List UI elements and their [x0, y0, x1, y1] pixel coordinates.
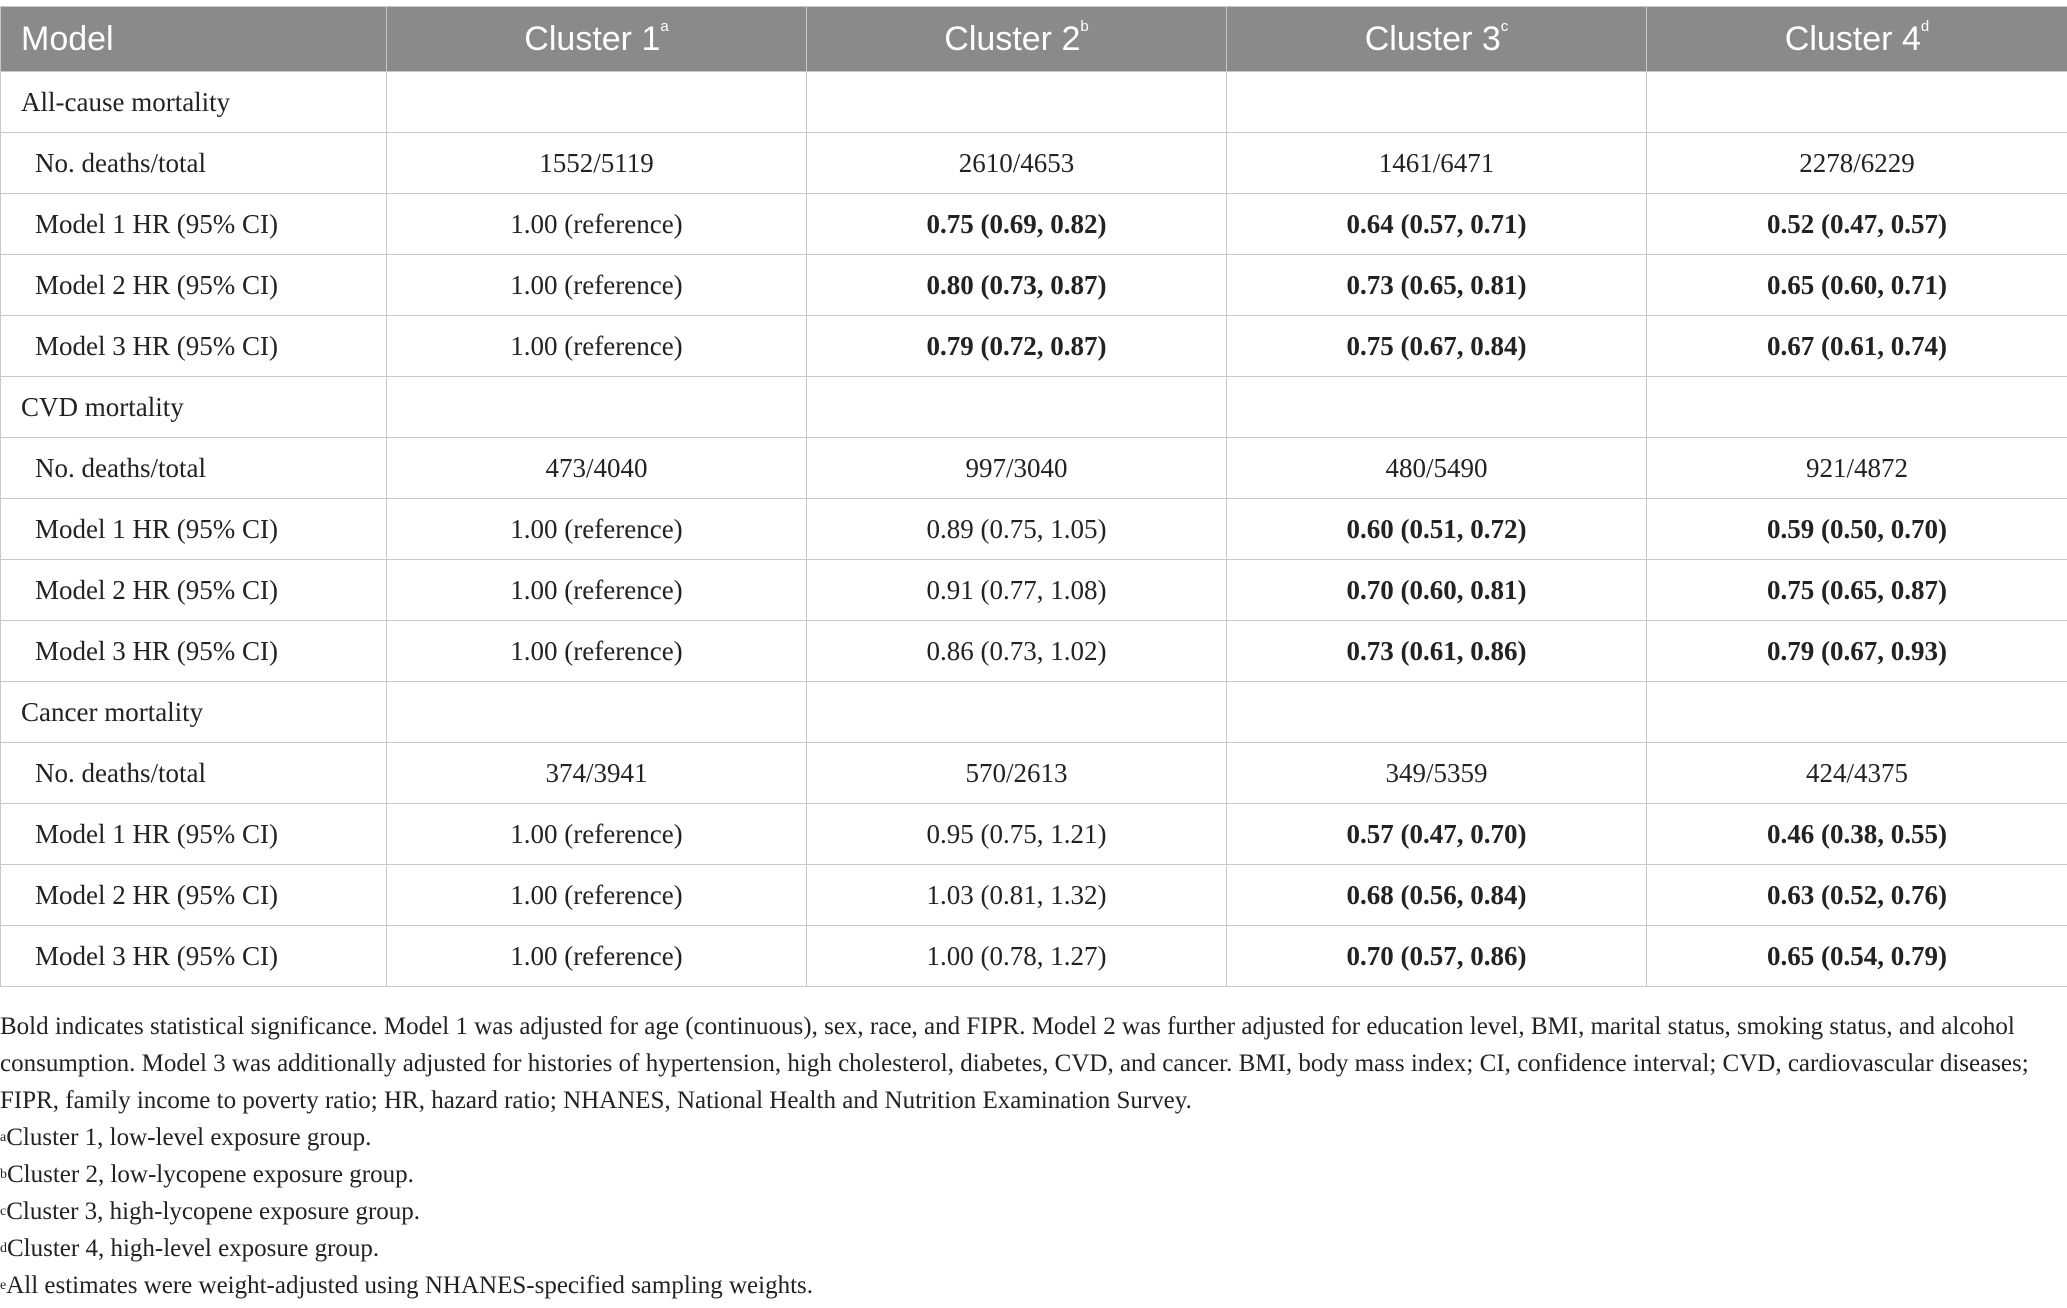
table-row [1, 621, 2067, 682]
row-label: Model 2 HR (95% CI) [1, 255, 387, 316]
cell: 1.00 (reference) [387, 621, 807, 682]
cell: 1.00 (reference) [387, 560, 807, 621]
row-label: Model 1 HR (95% CI) [1, 804, 387, 865]
cell-significant: 0.68 (0.56, 0.84) [1227, 865, 1647, 926]
table-row [1, 316, 2067, 377]
table-header-row [1, 7, 2067, 72]
cell-significant: 0.59 (0.50, 0.70) [1647, 499, 2067, 560]
cell: 1.00 (0.78, 1.27) [807, 926, 1227, 987]
cell-significant: 0.60 (0.51, 0.72) [1227, 499, 1647, 560]
footnote-c: $^c$Cluster 3, high-lycopene exposure group. [0, 1198, 421, 1225]
section-title: CVD mortality [1, 377, 387, 438]
cell: 1.00 (reference) [387, 865, 807, 926]
row-label: Model 2 HR (95% CI) [1, 560, 387, 621]
row-label: Model 3 HR (95% CI) [1, 316, 387, 377]
cell-significant: 0.46 (0.38, 0.55) [1647, 804, 2067, 865]
table-row [1, 743, 2067, 804]
footnote-d: $^d$Cluster 4, high-level exposure group. [0, 1235, 380, 1262]
cell: 1.00 (reference) [387, 499, 807, 560]
results-table-container [0, 6, 2067, 987]
footnote-e: $^e$All estimates were weight-adjusted using NHANES-specified sampling weights. [0, 1272, 814, 1299]
cell: 1.00 (reference) [387, 194, 807, 255]
row-label: Model 2 HR (95% CI) [1, 865, 387, 926]
header-cluster-1: Cluster 1$^a$ [387, 7, 807, 72]
cell-significant: 0.52 (0.47, 0.57) [1647, 194, 2067, 255]
section-title: All-cause mortality [1, 72, 387, 133]
cell: 0.86 (0.73, 1.02) [807, 621, 1227, 682]
section-title: Cancer mortality [1, 682, 387, 743]
row-label: Model 1 HR (95% CI) [1, 499, 387, 560]
cell: 349/5359 [1227, 743, 1647, 804]
cell-significant: 0.57 (0.47, 0.70) [1227, 804, 1647, 865]
cell: 570/2613 [807, 743, 1227, 804]
cell-significant: 0.75 (0.67, 0.84) [1227, 316, 1647, 377]
row-label: Model 3 HR (95% CI) [1, 926, 387, 987]
cell: 1.00 (reference) [387, 926, 807, 987]
cell: 1552/5119 [387, 133, 807, 194]
cell: 0.91 (0.77, 1.08) [807, 560, 1227, 621]
header-cluster-2: Cluster 2$^b$ [807, 7, 1227, 72]
cell: 921/4872 [1647, 438, 2067, 499]
table-row [1, 865, 2067, 926]
cell: 2610/4653 [807, 133, 1227, 194]
section-row-cancer [1, 682, 2067, 743]
section-row-cvd [1, 377, 2067, 438]
cell-significant: 0.75 (0.65, 0.87) [1647, 560, 2067, 621]
cell: 473/4040 [387, 438, 807, 499]
cell: 1.00 (reference) [387, 804, 807, 865]
header-cluster-4: Cluster 4$^d$ [1647, 7, 2067, 72]
section-row-all-cause [1, 72, 2067, 133]
cell-significant: 0.79 (0.72, 0.87) [807, 316, 1227, 377]
cell-significant: 0.70 (0.57, 0.86) [1227, 926, 1647, 987]
footnote-b: $^b$Cluster 2, low-lycopene exposure group. [0, 1161, 414, 1188]
table-row [1, 194, 2067, 255]
row-label: No. deaths/total [1, 133, 387, 194]
table-row [1, 560, 2067, 621]
hazard-ratio-table [0, 6, 2067, 987]
cell: 480/5490 [1227, 438, 1647, 499]
cell-significant: 0.80 (0.73, 0.87) [807, 255, 1227, 316]
cell-significant: 0.67 (0.61, 0.74) [1647, 316, 2067, 377]
row-label: Model 1 HR (95% CI) [1, 194, 387, 255]
cell: 1461/6471 [1227, 133, 1647, 194]
cell-significant: 0.79 (0.67, 0.93) [1647, 621, 2067, 682]
cell: 1.00 (reference) [387, 316, 807, 377]
table-row [1, 499, 2067, 560]
cell: 374/3941 [387, 743, 807, 804]
cell: 997/3040 [807, 438, 1227, 499]
table-row [1, 438, 2067, 499]
table-row [1, 255, 2067, 316]
table-row [1, 133, 2067, 194]
cell: 1.00 (reference) [387, 255, 807, 316]
cell: 424/4375 [1647, 743, 2067, 804]
footnote-a: $^a$Cluster 1, low-level exposure group. [0, 1124, 372, 1151]
row-label: No. deaths/total [1, 743, 387, 804]
cell: 1.03 (0.81, 1.32) [807, 865, 1227, 926]
table-row [1, 804, 2067, 865]
header-model: Model [1, 7, 387, 72]
cell-significant: 0.75 (0.69, 0.82) [807, 194, 1227, 255]
cell: 0.95 (0.75, 1.21) [807, 804, 1227, 865]
table-footnotes [0, 1008, 2060, 1304]
footnote-main: Bold indicates statistical significance. Model 1 was adjusted for age (continuous), sex, race, and FIPR. Model 2 was further adjusted for education level, BMI, marital status, smoking status, and alcohol consumption. Model 3 was additionally adjusted for histories of hypertension, high cholesterol, diabetes, CVD, and cancer. BMI, body mass index; CI, confidence interval; CVD, cardiovascular diseases; FIPR, family income to poverty ratio; HR, hazard ratio; NHANES, National Health and Nutrition Examination Survey. [0, 1013, 2029, 1114]
row-label: Model 3 HR (95% CI) [1, 621, 387, 682]
cell: 2278/6229 [1647, 133, 2067, 194]
cell-significant: 0.73 (0.61, 0.86) [1227, 621, 1647, 682]
cell: 0.89 (0.75, 1.05) [807, 499, 1227, 560]
cell-significant: 0.63 (0.52, 0.76) [1647, 865, 2067, 926]
cell-significant: 0.64 (0.57, 0.71) [1227, 194, 1647, 255]
cell-significant: 0.65 (0.54, 0.79) [1647, 926, 2067, 987]
row-label: No. deaths/total [1, 438, 387, 499]
cell-significant: 0.73 (0.65, 0.81) [1227, 255, 1647, 316]
cell-significant: 0.65 (0.60, 0.71) [1647, 255, 2067, 316]
table-row [1, 926, 2067, 987]
header-cluster-3: Cluster 3$^c$ [1227, 7, 1647, 72]
cell-significant: 0.70 (0.60, 0.81) [1227, 560, 1647, 621]
